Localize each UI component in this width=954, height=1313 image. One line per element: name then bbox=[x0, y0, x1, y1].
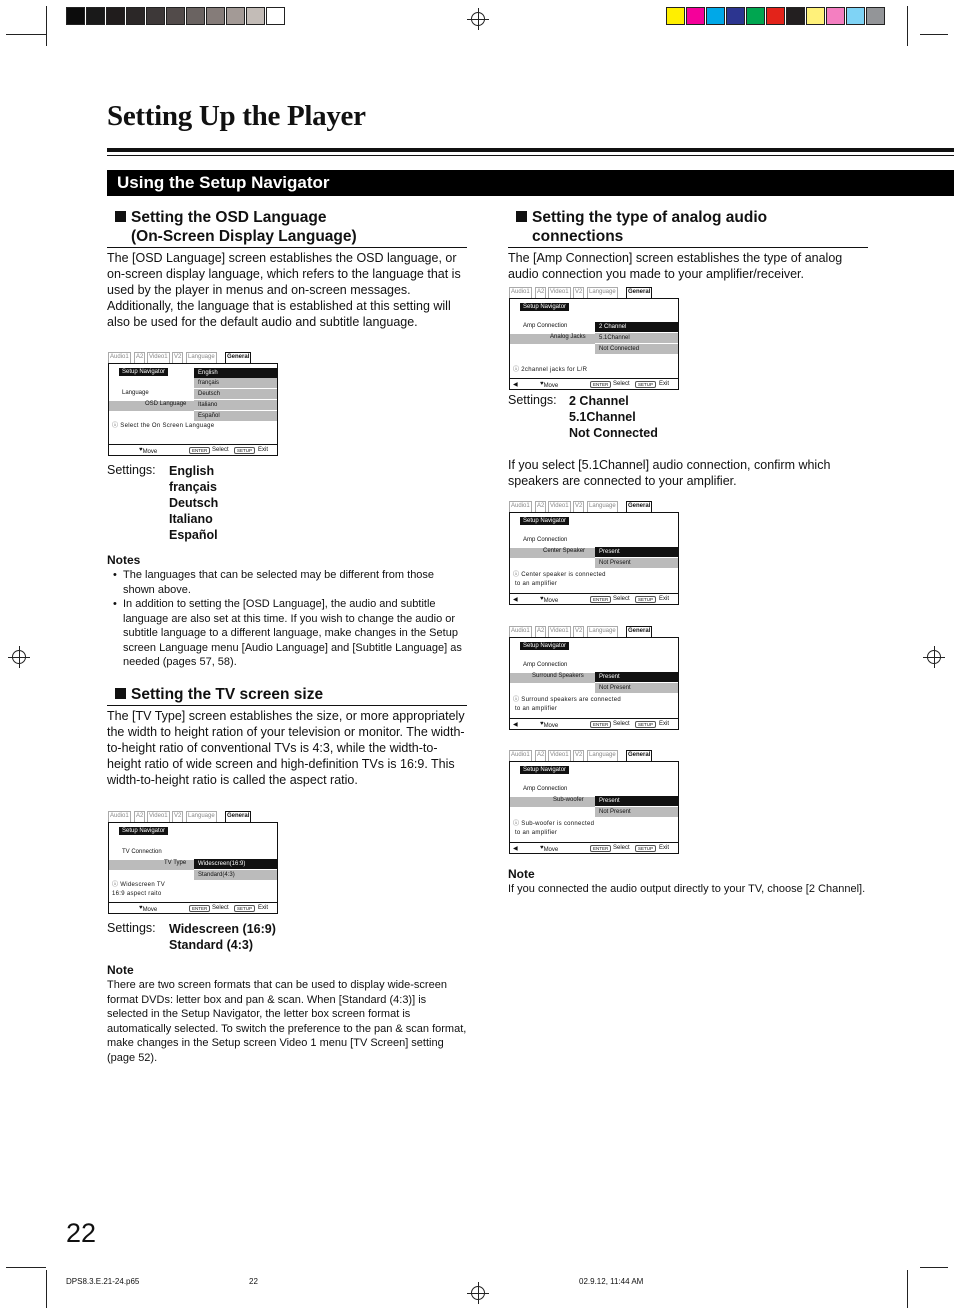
color-swatch bbox=[66, 7, 85, 25]
tv-note-block: Note There are two screen formats that can be used to display wide-screen format DVDs: letter box and pan & scan. When [Standard (4:3)] is selected in the Setup Navigator, the letter box screen format is automatically selected. To switch the preference to the pan & scan format, make changes in the Setup screen Video 1 menu [TV Screen] setting (page 52). bbox=[107, 963, 467, 1064]
registration-mark-top bbox=[467, 8, 489, 30]
color-swatch bbox=[246, 7, 265, 25]
footer-page: 22 bbox=[249, 1277, 258, 1286]
registration-mark-right bbox=[923, 646, 945, 668]
settings-label: Settings: bbox=[107, 463, 156, 477]
color-swatch bbox=[786, 7, 805, 25]
osd-screen-amp-connection: Audio1 A2 Video1 V2 Language General Setup Navigator Amp Connection Analog Jacks 2 Channel 5.1Channel Not Connected ⓘ 2channel jacks for L/R ◀ ♥ Move ENTER Select SETUP Exit bbox=[509, 287, 679, 390]
osd-screen-tv-type: Audio1 A2 Video1 V2 Language General Setup Navigator TV Connection TV Type Widescreen(16:9) Standard(4:3) ⓘ Widescreen TV 16:9 aspect raito ♥ Move ENTER Select SETUP Exit bbox=[108, 811, 278, 914]
color-swatch bbox=[166, 7, 185, 25]
color-swatch bbox=[206, 7, 225, 25]
analog-body-2: If you select [5.1Channel] audio connection, confirm which speakers are connected to your amplifier. bbox=[508, 458, 831, 488]
osd-language-settings-list: English français Deutsch Italiano Español bbox=[169, 464, 219, 542]
color-swatch bbox=[666, 7, 685, 25]
color-swatch bbox=[866, 7, 885, 25]
color-swatch bbox=[846, 7, 865, 25]
title-rule-thin bbox=[107, 155, 954, 156]
osd-screen-language: Audio1 A2 Video1 V2 Language General Setup Navigator Language OSD Language English français Deutsch Italiano Español ⓘ Select the On Screen Language ♥ Move ENTER Select SETUP Exit bbox=[108, 352, 278, 456]
tv-size-heading: Setting the TV screen size bbox=[115, 685, 323, 704]
color-swatch bbox=[106, 7, 125, 25]
color-swatch bbox=[706, 7, 725, 25]
color-swatch bbox=[226, 7, 245, 25]
color-swatch bbox=[766, 7, 785, 25]
registration-mark-left bbox=[8, 646, 30, 668]
settings-label: Settings: bbox=[107, 921, 156, 935]
color-swatch bbox=[726, 7, 745, 25]
notes-block: Notes • The languages that can be selected may be different from those shown above. • In addition to setting the [OSD Language], the audio and subtitle language are also set at this time. If you wish to change the audio or subtitle language to a different language, make changes in the Setup screen Language menu [Audio Language] and [Subtitle Language] as needed (pages 57, 58). bbox=[107, 552, 467, 670]
heading-rule bbox=[107, 247, 467, 248]
color-swatch bbox=[686, 7, 705, 25]
color-swatch bbox=[806, 7, 825, 25]
color-swatch bbox=[826, 7, 845, 25]
heading-rule bbox=[508, 247, 868, 248]
footer-date: 02.9.12, 11:44 AM bbox=[579, 1277, 644, 1286]
square-bullet-icon bbox=[516, 211, 527, 222]
page-number: 22 bbox=[66, 1218, 97, 1248]
section-banner: Using the Setup Navigator bbox=[107, 170, 954, 196]
right-note-block: Note If you connected the audio output directly to your TV, choose [2 Channel]. bbox=[508, 867, 866, 895]
color-swatch bbox=[266, 7, 285, 25]
analog-settings-list: 2 Channel 5.1Channel Not Connected bbox=[569, 394, 658, 440]
osd-language-heading: Setting the OSD Language (On-Screen Display Language) bbox=[115, 208, 467, 246]
color-swatch bbox=[186, 7, 205, 25]
analog-audio-heading: Setting the type of analog audio connections bbox=[516, 208, 868, 246]
tv-size-body: The [TV Type] screen establishes the size, or more appropriately the width to height ration of your television or monitor. The width-to-height ratio of conventional TVs is 4:3, while the width-to-height ratio of wide screen and high-definition TVs is 16:9. This width-to-height ratio is called the aspect ratio. bbox=[107, 709, 465, 787]
square-bullet-icon bbox=[115, 688, 126, 699]
osd-language-body: The [OSD Language] screen establishes the OSD language, or on-screen display language, which refers to the language that is used by the player in menus and on-screen messages. Additionally, the language that is established at this setting will also be used for the default audio and subtitle language. bbox=[107, 251, 461, 329]
color-swatch bbox=[86, 7, 105, 25]
registration-mark-bottom bbox=[467, 1282, 489, 1304]
heading-rule bbox=[107, 705, 467, 706]
color-swatch bbox=[126, 7, 145, 25]
title-rule bbox=[107, 148, 954, 152]
osd-screen-center-speaker: Audio1 A2 Video1 V2 Language General Setup Navigator Amp Connection Center Speaker Present Not Present ⓘ Center speaker is connected to an amplifier ◀ ♥ Move ENTER Select SETUP Exit bbox=[509, 501, 679, 605]
osd-screen-sub-woofer: Audio1 A2 Video1 V2 Language General Setup Navigator Amp Connection Sub-woofer Present Not Present ⓘ Sub-woofer is connected to an amplifier ◀ ♥ Move ENTER Select SETUP Exit bbox=[509, 750, 679, 854]
osd-screen-surround-speakers: Audio1 A2 Video1 V2 Language General Setup Navigator Amp Connection Surround Speakers Present Not Present ⓘ Surround speakers are connected to an amplifier ◀ ♥ Move ENTER Select SETUP Exit bbox=[509, 626, 679, 730]
square-bullet-icon bbox=[115, 211, 126, 222]
color-swatch bbox=[746, 7, 765, 25]
note-item: • In addition to setting the [OSD Language], the audio and subtitle language are also set at this time. If you wish to change the audio or subtitle language to a different language, make changes in the Setup screen Language menu [Audio Language] and [Subtitle Language] as needed (pages 57, 58). bbox=[107, 597, 467, 670]
page-title: Setting Up the Player bbox=[107, 100, 366, 132]
analog-audio-body: The [Amp Connection] screen establishes the type of analog audio connection you made to your amplifier/receiver. bbox=[508, 251, 843, 281]
footer-file: DPS8.3.E.21-24.p65 bbox=[66, 1277, 140, 1286]
tv-settings-list: Widescreen (16:9) Standard (4:3) bbox=[169, 922, 276, 952]
note-item: • The languages that can be selected may be different from those shown above. bbox=[107, 568, 467, 597]
settings-label: Settings: bbox=[508, 393, 557, 407]
color-swatch bbox=[146, 7, 165, 25]
